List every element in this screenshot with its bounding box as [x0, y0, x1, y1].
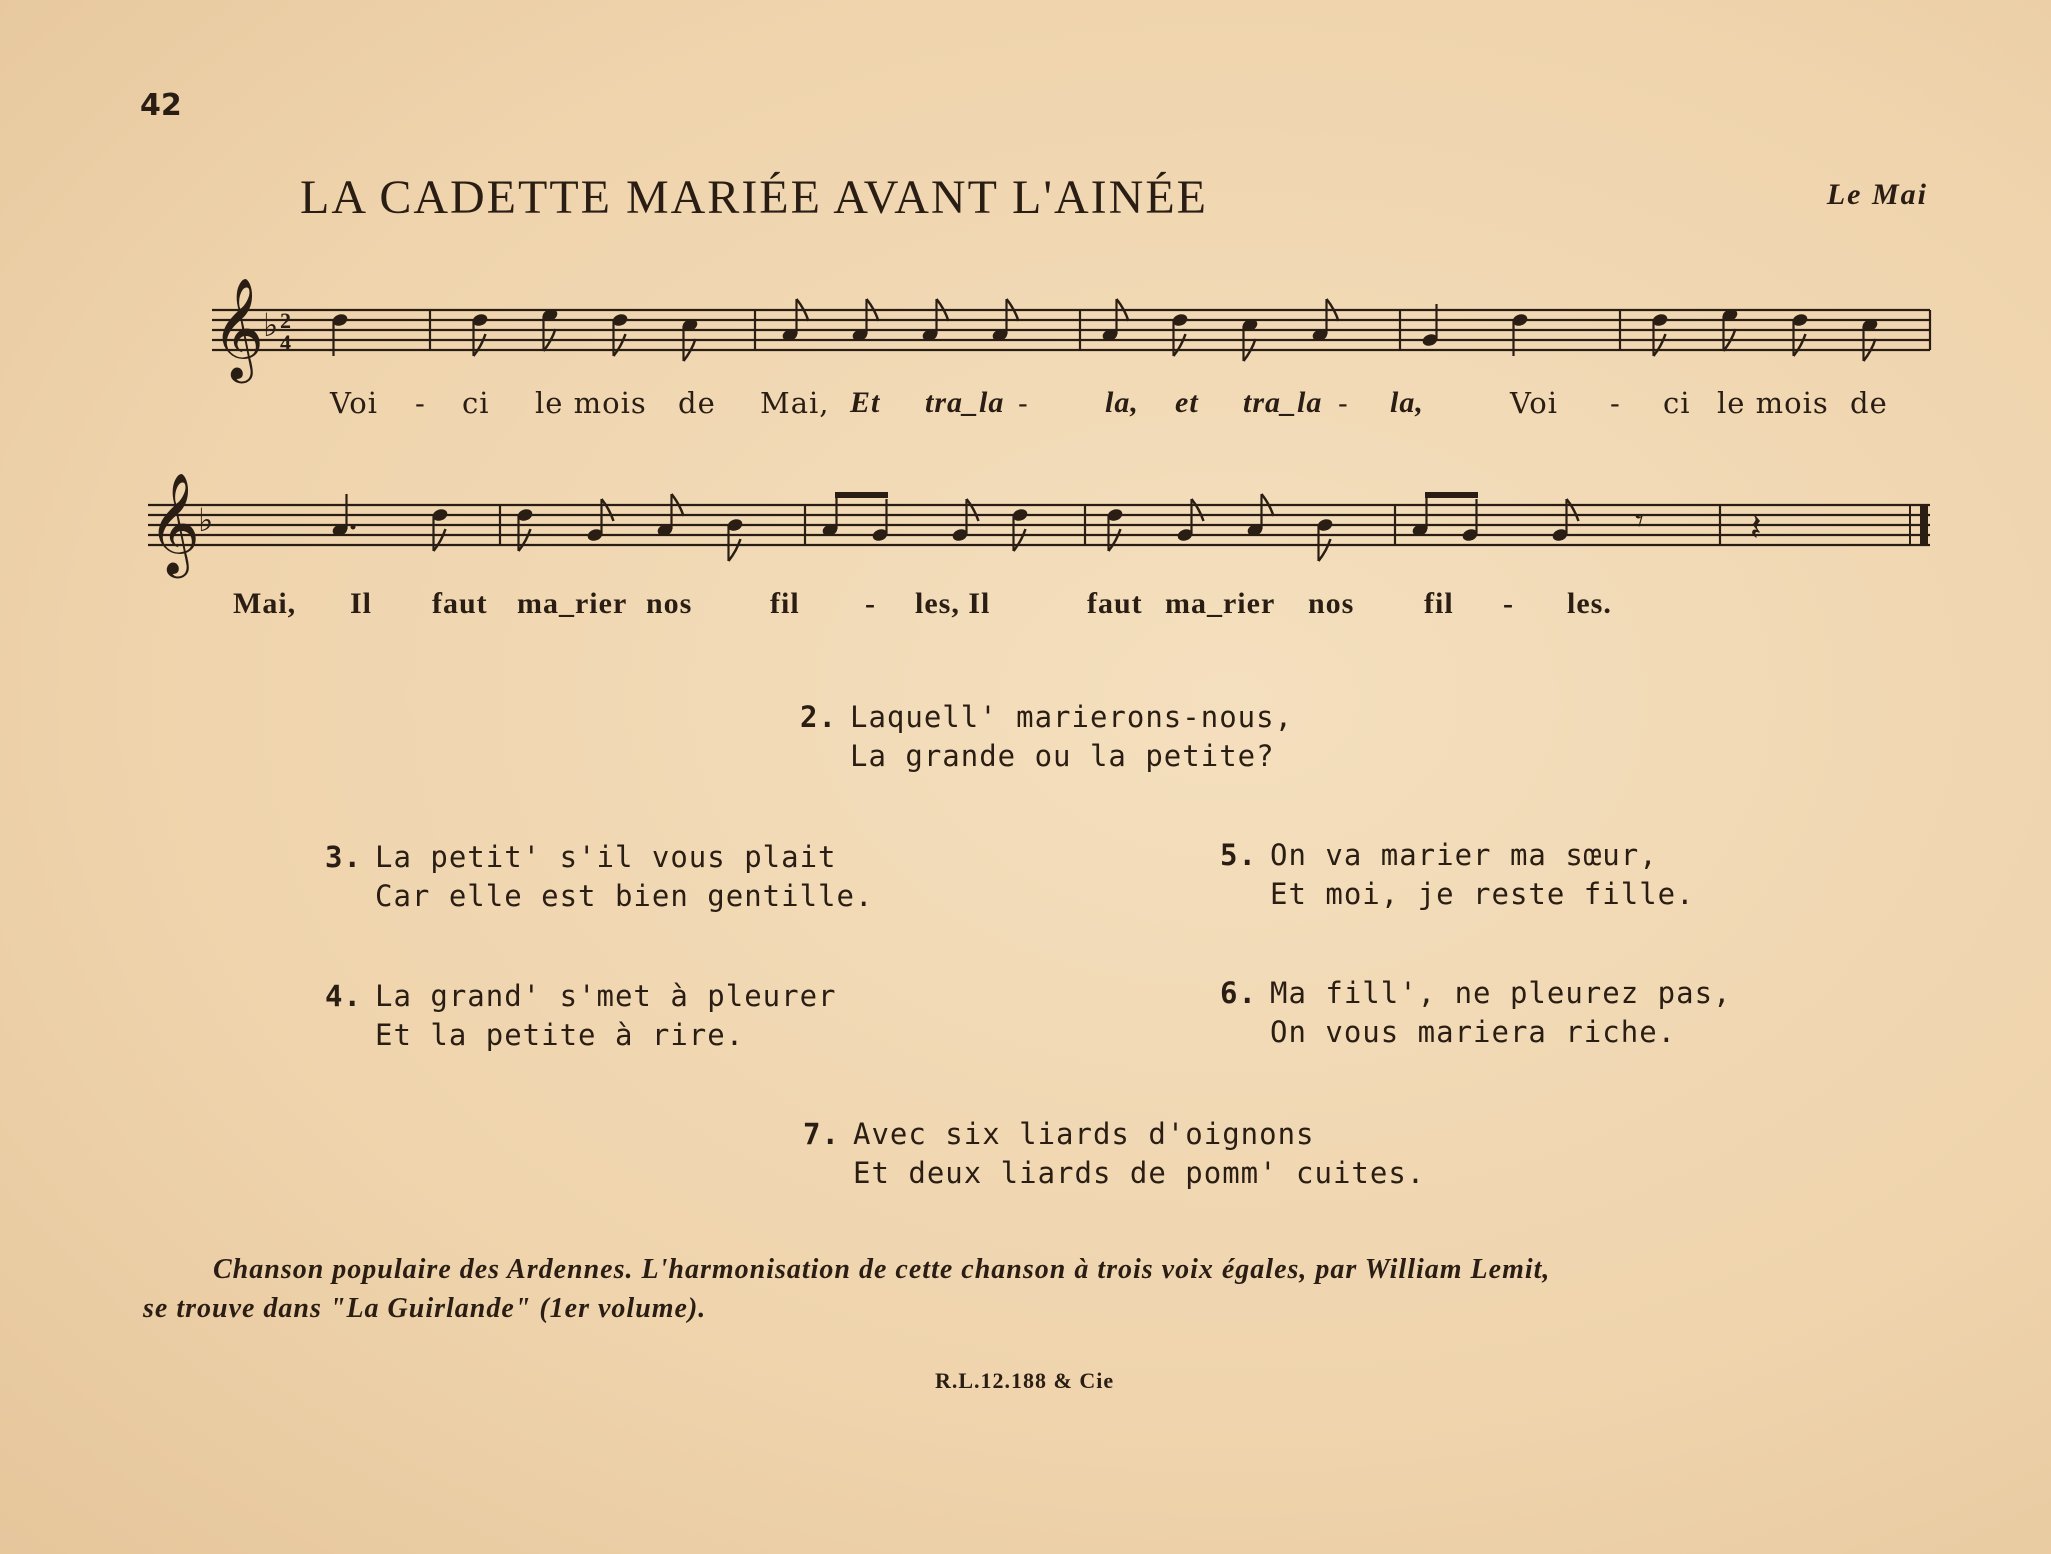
treble-clef-icon: 𝄞	[148, 471, 201, 574]
lyric-1-syllable: tra_la	[925, 386, 1005, 419]
lyric-2-syllable: -	[865, 587, 876, 620]
lyric-2-syllable: -	[1503, 587, 1514, 620]
lyric-1-syllable: la,	[1105, 386, 1139, 419]
lyric-1-syllable: Et	[850, 386, 881, 419]
lyric-1-syllable: et	[1175, 386, 1199, 419]
time-signature-top: 2	[280, 308, 291, 333]
eighth-rest-icon: 𝄾	[1635, 501, 1645, 541]
lyric-2-syllable: les.	[1567, 587, 1612, 620]
song-subtitle: Le Mai	[1826, 178, 1928, 211]
lyric-2-syllable: les, Il	[915, 587, 991, 620]
flat-sign-icon: ♭	[198, 501, 214, 539]
lyric-1-syllable: -	[1610, 386, 1621, 420]
note	[726, 517, 744, 561]
treble-clef-icon: 𝄞	[212, 276, 265, 379]
lyric-1-syllable: ci	[462, 386, 490, 420]
lyric-1-syllable: -	[415, 386, 426, 420]
lyric-1-syllable: ci	[1663, 386, 1691, 420]
quarter-rest-icon: 𝄽	[1750, 505, 1762, 549]
lyric-2-syllable: Mai,	[233, 587, 297, 620]
printer-mark: R.L.12.188 & Cie	[935, 1368, 1115, 1393]
verse-7: 7. Avec six liards d'oignons Et deux liards de pomm' cuites.	[803, 1117, 1426, 1190]
lyric-1-syllable: Mai,	[760, 386, 830, 420]
song-title: LA CADETTE MARIÉE AVANT L'AINÉE	[300, 171, 1208, 224]
lyric-2-syllable: fil	[1424, 587, 1454, 620]
page-number: 42	[140, 88, 182, 123]
lyric-2-syllable: faut	[1087, 587, 1143, 620]
lyric-1-syllable: la,	[1390, 386, 1424, 419]
lyric-1-syllable: le mois	[1717, 386, 1829, 420]
lyric-1-syllable: de	[1850, 386, 1888, 420]
final-bar-thick	[1920, 505, 1928, 545]
verse-5: 5. On va marier ma sœur, Et moi, je reste fille.	[1220, 838, 1695, 911]
footnote: Chanson populaire des Ardennes. L'harmonisation de cette chanson à trois voix égales, par William Lemit, se trouve dans "La Guirlande" (1er volume).	[143, 1254, 1551, 1324]
lyric-1-syllable: tra_la	[1243, 386, 1323, 419]
lyric-2-syllable: nos	[646, 587, 693, 620]
lyric-1-syllable: le mois	[535, 386, 647, 420]
lyric-2-syllable: nos	[1308, 587, 1355, 620]
lyric-2-syllable: Il	[350, 587, 373, 620]
note	[1316, 517, 1334, 561]
verse-2: 2. Laquell' marierons-nous, La grande ou la petite?	[800, 700, 1294, 773]
flat-sign-icon: ♭	[263, 306, 279, 344]
music-staff-2	[140, 465, 1940, 595]
lyric-2-syllable: ma_rier	[1165, 587, 1276, 620]
lyric-1-syllable: Voi	[1510, 386, 1559, 420]
verse-6: 6. Ma fill', ne pleurez pas, On vous mariera riche.	[1220, 976, 1732, 1049]
verse-3: 3. La petit' s'il vous plait Car elle est bien gentille.	[325, 840, 874, 913]
lyric-2-syllable: ma_rier	[517, 587, 628, 620]
verse-4: 4. La grand' s'met à pleurer Et la petite à rire.	[325, 979, 837, 1052]
lyric-2-syllable: faut	[432, 587, 488, 620]
beam	[1425, 492, 1478, 498]
beam	[835, 492, 888, 498]
lyric-1-syllable: de	[678, 386, 716, 420]
lyric-1-syllable: Voi	[330, 386, 379, 420]
time-signature-bottom: 4	[280, 330, 291, 355]
lyric-1-syllable: -	[1338, 386, 1349, 420]
lyric-2-syllable: fil	[770, 587, 800, 620]
lyric-1-syllable: -	[1018, 386, 1029, 420]
music-staff-1	[200, 270, 1940, 400]
